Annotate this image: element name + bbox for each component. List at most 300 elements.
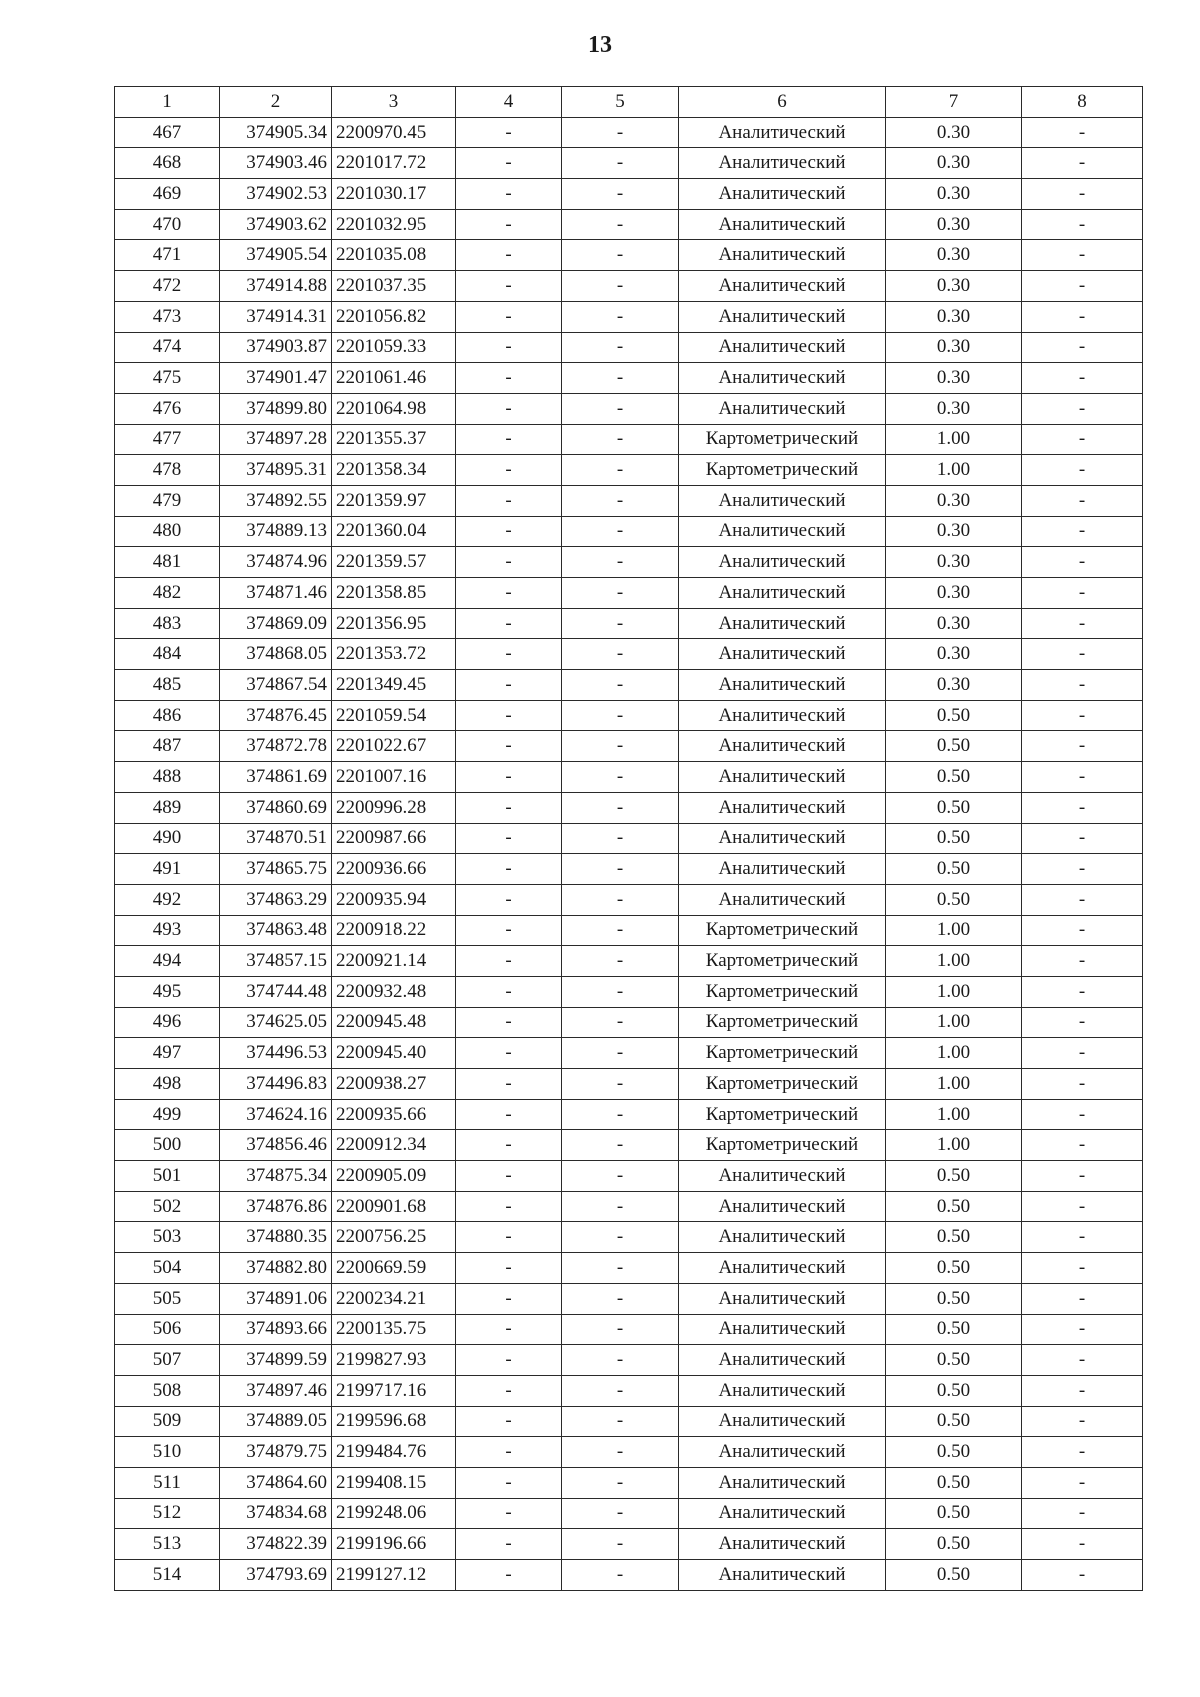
- column-5-cell: -: [562, 792, 679, 823]
- column-8-cell: -: [1022, 1560, 1143, 1591]
- point-number-cell: 491: [115, 854, 220, 885]
- method-cell: Аналитический: [679, 1345, 886, 1376]
- accuracy-cell: 0.30: [886, 240, 1022, 271]
- accuracy-cell: 1.00: [886, 1099, 1022, 1130]
- column-8-cell: -: [1022, 578, 1143, 609]
- column-8-cell: -: [1022, 1038, 1143, 1069]
- x-coordinate-cell: 374496.83: [220, 1069, 332, 1100]
- column-5-cell: -: [562, 1437, 679, 1468]
- x-coordinate-cell: 374902.53: [220, 179, 332, 210]
- accuracy-cell: 0.30: [886, 639, 1022, 670]
- point-number-cell: 471: [115, 240, 220, 271]
- column-5-cell: -: [562, 240, 679, 271]
- y-coordinate-cell: 2199196.66: [332, 1529, 456, 1560]
- x-coordinate-cell: 374496.53: [220, 1038, 332, 1069]
- point-number-cell: 501: [115, 1161, 220, 1192]
- table-row: [115, 332, 1143, 363]
- method-cell: Аналитический: [679, 179, 886, 210]
- table-row: [115, 1007, 1143, 1038]
- y-coordinate-cell: 2199248.06: [332, 1498, 456, 1529]
- column-8-cell: -: [1022, 240, 1143, 271]
- y-coordinate-cell: 2200234.21: [332, 1283, 456, 1314]
- x-coordinate-cell: 374889.13: [220, 516, 332, 547]
- column-4-cell: -: [456, 363, 562, 394]
- method-cell: Аналитический: [679, 209, 886, 240]
- y-coordinate-cell: 2201035.08: [332, 240, 456, 271]
- point-number-cell: 502: [115, 1191, 220, 1222]
- point-number-cell: 498: [115, 1069, 220, 1100]
- column-8-cell: -: [1022, 148, 1143, 179]
- x-coordinate-cell: 374899.59: [220, 1345, 332, 1376]
- y-coordinate-cell: 2201358.34: [332, 455, 456, 486]
- column-5-cell: -: [562, 179, 679, 210]
- column-4-cell: -: [456, 301, 562, 332]
- x-coordinate-cell: 374874.96: [220, 547, 332, 578]
- point-number-cell: 494: [115, 946, 220, 977]
- y-coordinate-cell: 2200936.66: [332, 854, 456, 885]
- table-row: [115, 547, 1143, 578]
- accuracy-cell: 1.00: [886, 1038, 1022, 1069]
- y-coordinate-cell: 2200918.22: [332, 915, 456, 946]
- table-row: [115, 946, 1143, 977]
- column-5-cell: -: [562, 332, 679, 363]
- x-coordinate-cell: 374868.05: [220, 639, 332, 670]
- method-cell: Аналитический: [679, 148, 886, 179]
- x-coordinate-cell: 374793.69: [220, 1560, 332, 1591]
- column-8-cell: -: [1022, 1437, 1143, 1468]
- column-4-cell: -: [456, 1191, 562, 1222]
- y-coordinate-cell: 2200987.66: [332, 823, 456, 854]
- table-row: [115, 731, 1143, 762]
- accuracy-cell: 1.00: [886, 1007, 1022, 1038]
- column-4-cell: -: [456, 1529, 562, 1560]
- column-4-cell: -: [456, 792, 562, 823]
- point-number-cell: 509: [115, 1406, 220, 1437]
- column-5-cell: -: [562, 301, 679, 332]
- x-coordinate-cell: 374914.31: [220, 301, 332, 332]
- point-number-cell: 480: [115, 516, 220, 547]
- point-number-cell: 474: [115, 332, 220, 363]
- method-cell: Аналитический: [679, 731, 886, 762]
- column-8-cell: -: [1022, 976, 1143, 1007]
- accuracy-cell: 0.50: [886, 1437, 1022, 1468]
- x-coordinate-cell: 374897.46: [220, 1375, 332, 1406]
- y-coordinate-cell: 2201356.95: [332, 608, 456, 639]
- column-8-cell: -: [1022, 762, 1143, 793]
- column-5-cell: -: [562, 1038, 679, 1069]
- accuracy-cell: 0.30: [886, 271, 1022, 302]
- x-coordinate-cell: 374625.05: [220, 1007, 332, 1038]
- point-number-cell: 493: [115, 915, 220, 946]
- table-row: [115, 1560, 1143, 1591]
- column-8-cell: -: [1022, 823, 1143, 854]
- y-coordinate-cell: 2200970.45: [332, 117, 456, 148]
- x-coordinate-cell: 374822.39: [220, 1529, 332, 1560]
- accuracy-cell: 0.50: [886, 1283, 1022, 1314]
- y-coordinate-cell: 2199484.76: [332, 1437, 456, 1468]
- x-coordinate-cell: 374899.80: [220, 393, 332, 424]
- accuracy-cell: 0.30: [886, 179, 1022, 210]
- column-8-cell: -: [1022, 516, 1143, 547]
- column-8-cell: -: [1022, 547, 1143, 578]
- page-number: 13: [588, 32, 612, 58]
- point-number-cell: 504: [115, 1253, 220, 1284]
- column-8-cell: -: [1022, 179, 1143, 210]
- column-4-cell: -: [456, 1007, 562, 1038]
- column-5-cell: -: [562, 608, 679, 639]
- method-cell: Аналитический: [679, 670, 886, 701]
- x-coordinate-cell: 374905.54: [220, 240, 332, 271]
- column-4-cell: -: [456, 332, 562, 363]
- y-coordinate-cell: 2199827.93: [332, 1345, 456, 1376]
- x-coordinate-cell: 374872.78: [220, 731, 332, 762]
- column-4-cell: -: [456, 1038, 562, 1069]
- point-number-cell: 514: [115, 1560, 220, 1591]
- accuracy-cell: 0.30: [886, 301, 1022, 332]
- method-cell: Аналитический: [679, 823, 886, 854]
- column-4-cell: -: [456, 1283, 562, 1314]
- y-coordinate-cell: 2201059.54: [332, 700, 456, 731]
- x-coordinate-cell: 374875.34: [220, 1161, 332, 1192]
- x-coordinate-cell: 374869.09: [220, 608, 332, 639]
- point-number-cell: 469: [115, 179, 220, 210]
- x-coordinate-cell: 374880.35: [220, 1222, 332, 1253]
- column-header: 1: [115, 87, 220, 118]
- column-4-cell: -: [456, 762, 562, 793]
- point-number-cell: 511: [115, 1467, 220, 1498]
- x-coordinate-cell: 374895.31: [220, 455, 332, 486]
- table-row: [115, 1191, 1143, 1222]
- column-4-cell: -: [456, 424, 562, 455]
- y-coordinate-cell: 2201059.33: [332, 332, 456, 363]
- column-5-cell: -: [562, 1314, 679, 1345]
- accuracy-cell: 0.50: [886, 1375, 1022, 1406]
- column-4-cell: -: [456, 670, 562, 701]
- column-4-cell: -: [456, 1375, 562, 1406]
- column-5-cell: -: [562, 762, 679, 793]
- table-row: [115, 1069, 1143, 1100]
- column-8-cell: -: [1022, 670, 1143, 701]
- point-number-cell: 475: [115, 363, 220, 394]
- column-8-cell: -: [1022, 731, 1143, 762]
- column-4-cell: -: [456, 117, 562, 148]
- point-number-cell: 477: [115, 424, 220, 455]
- table-row: [115, 1529, 1143, 1560]
- point-number-cell: 489: [115, 792, 220, 823]
- point-number-cell: 510: [115, 1437, 220, 1468]
- column-8-cell: -: [1022, 1191, 1143, 1222]
- column-5-cell: -: [562, 670, 679, 701]
- x-coordinate-cell: 374897.28: [220, 424, 332, 455]
- table-row: [115, 1253, 1143, 1284]
- y-coordinate-cell: 2201064.98: [332, 393, 456, 424]
- table-row: [115, 1222, 1143, 1253]
- column-8-cell: -: [1022, 608, 1143, 639]
- column-5-cell: -: [562, 516, 679, 547]
- column-header: 6: [679, 87, 886, 118]
- column-4-cell: -: [456, 700, 562, 731]
- x-coordinate-cell: 374903.87: [220, 332, 332, 363]
- table-row: [115, 209, 1143, 240]
- column-4-cell: -: [456, 516, 562, 547]
- accuracy-cell: 0.50: [886, 1406, 1022, 1437]
- method-cell: Аналитический: [679, 884, 886, 915]
- column-5-cell: -: [562, 455, 679, 486]
- method-cell: Аналитический: [679, 271, 886, 302]
- y-coordinate-cell: 2201360.04: [332, 516, 456, 547]
- accuracy-cell: 0.50: [886, 1161, 1022, 1192]
- method-cell: Аналитический: [679, 393, 886, 424]
- column-5-cell: -: [562, 485, 679, 516]
- y-coordinate-cell: 2200935.94: [332, 884, 456, 915]
- column-header: 5: [562, 87, 679, 118]
- method-cell: Аналитический: [679, 1161, 886, 1192]
- column-8-cell: -: [1022, 946, 1143, 977]
- table-row: [115, 915, 1143, 946]
- point-number-cell: 487: [115, 731, 220, 762]
- column-4-cell: -: [456, 823, 562, 854]
- accuracy-cell: 1.00: [886, 455, 1022, 486]
- y-coordinate-cell: 2200905.09: [332, 1161, 456, 1192]
- column-4-cell: -: [456, 578, 562, 609]
- table-row: [115, 792, 1143, 823]
- method-cell: Аналитический: [679, 762, 886, 793]
- point-number-cell: 467: [115, 117, 220, 148]
- accuracy-cell: 0.30: [886, 516, 1022, 547]
- y-coordinate-cell: 2200669.59: [332, 1253, 456, 1284]
- table-row: [115, 1498, 1143, 1529]
- column-4-cell: -: [456, 1253, 562, 1284]
- column-8-cell: -: [1022, 209, 1143, 240]
- x-coordinate-cell: 374867.54: [220, 670, 332, 701]
- table-row: [115, 700, 1143, 731]
- column-5-cell: -: [562, 915, 679, 946]
- x-coordinate-cell: 374891.06: [220, 1283, 332, 1314]
- column-4-cell: -: [456, 271, 562, 302]
- method-cell: Аналитический: [679, 547, 886, 578]
- column-5-cell: -: [562, 700, 679, 731]
- column-5-cell: -: [562, 209, 679, 240]
- y-coordinate-cell: 2200945.48: [332, 1007, 456, 1038]
- table-row: [115, 516, 1143, 547]
- table-row: [115, 639, 1143, 670]
- method-cell: Аналитический: [679, 1222, 886, 1253]
- column-5-cell: -: [562, 393, 679, 424]
- column-8-cell: -: [1022, 363, 1143, 394]
- point-number-cell: 490: [115, 823, 220, 854]
- column-4-cell: -: [456, 1222, 562, 1253]
- method-cell: Аналитический: [679, 1283, 886, 1314]
- column-4-cell: -: [456, 485, 562, 516]
- method-cell: Аналитический: [679, 1375, 886, 1406]
- column-5-cell: -: [562, 271, 679, 302]
- column-8-cell: -: [1022, 1498, 1143, 1529]
- point-number-cell: 503: [115, 1222, 220, 1253]
- method-cell: Картометрический: [679, 1038, 886, 1069]
- point-number-cell: 497: [115, 1038, 220, 1069]
- column-4-cell: -: [456, 240, 562, 271]
- method-cell: Аналитический: [679, 792, 886, 823]
- point-number-cell: 483: [115, 608, 220, 639]
- method-cell: Аналитический: [679, 639, 886, 670]
- table-row: [115, 117, 1143, 148]
- column-8-cell: -: [1022, 1253, 1143, 1284]
- table-row: [115, 393, 1143, 424]
- x-coordinate-cell: 374892.55: [220, 485, 332, 516]
- y-coordinate-cell: 2201032.95: [332, 209, 456, 240]
- column-header: 2: [220, 87, 332, 118]
- column-header: 3: [332, 87, 456, 118]
- accuracy-cell: 1.00: [886, 946, 1022, 977]
- column-5-cell: -: [562, 1345, 679, 1376]
- x-coordinate-cell: 374863.29: [220, 884, 332, 915]
- column-5-cell: -: [562, 578, 679, 609]
- point-number-cell: 488: [115, 762, 220, 793]
- method-cell: Картометрический: [679, 455, 886, 486]
- x-coordinate-cell: 374870.51: [220, 823, 332, 854]
- method-cell: Аналитический: [679, 332, 886, 363]
- y-coordinate-cell: 2199717.16: [332, 1375, 456, 1406]
- column-5-cell: -: [562, 1406, 679, 1437]
- y-coordinate-cell: 2200996.28: [332, 792, 456, 823]
- point-number-cell: 484: [115, 639, 220, 670]
- accuracy-cell: 0.50: [886, 854, 1022, 885]
- column-5-cell: -: [562, 363, 679, 394]
- x-coordinate-cell: 374889.05: [220, 1406, 332, 1437]
- y-coordinate-cell: 2201358.85: [332, 578, 456, 609]
- column-5-cell: -: [562, 117, 679, 148]
- y-coordinate-cell: 2199596.68: [332, 1406, 456, 1437]
- column-5-cell: -: [562, 148, 679, 179]
- column-8-cell: -: [1022, 639, 1143, 670]
- column-8-cell: -: [1022, 792, 1143, 823]
- accuracy-cell: 1.00: [886, 976, 1022, 1007]
- x-coordinate-cell: 374914.88: [220, 271, 332, 302]
- accuracy-cell: 0.50: [886, 1467, 1022, 1498]
- method-cell: Аналитический: [679, 854, 886, 885]
- column-5-cell: -: [562, 1007, 679, 1038]
- accuracy-cell: 0.50: [886, 1222, 1022, 1253]
- accuracy-cell: 0.50: [886, 792, 1022, 823]
- column-8-cell: -: [1022, 1161, 1143, 1192]
- column-8-cell: -: [1022, 424, 1143, 455]
- column-4-cell: -: [456, 1498, 562, 1529]
- column-5-cell: -: [562, 823, 679, 854]
- table-row: [115, 1038, 1143, 1069]
- method-cell: Аналитический: [679, 1191, 886, 1222]
- x-coordinate-cell: 374905.34: [220, 117, 332, 148]
- y-coordinate-cell: 2201359.57: [332, 547, 456, 578]
- accuracy-cell: 0.50: [886, 1314, 1022, 1345]
- x-coordinate-cell: 374744.48: [220, 976, 332, 1007]
- method-cell: Картометрический: [679, 424, 886, 455]
- table-row: [115, 424, 1143, 455]
- method-cell: Картометрический: [679, 915, 886, 946]
- column-5-cell: -: [562, 1467, 679, 1498]
- table-row: [115, 1406, 1143, 1437]
- table-row: [115, 148, 1143, 179]
- y-coordinate-cell: 2201007.16: [332, 762, 456, 793]
- point-number-cell: 495: [115, 976, 220, 1007]
- y-coordinate-cell: 2200901.68: [332, 1191, 456, 1222]
- table-row: [115, 1345, 1143, 1376]
- column-8-cell: -: [1022, 1130, 1143, 1161]
- accuracy-cell: 1.00: [886, 1069, 1022, 1100]
- column-5-cell: -: [562, 1283, 679, 1314]
- point-number-cell: 482: [115, 578, 220, 609]
- y-coordinate-cell: 2201022.67: [332, 731, 456, 762]
- table-row: [115, 179, 1143, 210]
- column-5-cell: -: [562, 639, 679, 670]
- method-cell: Аналитический: [679, 700, 886, 731]
- method-cell: Аналитический: [679, 1406, 886, 1437]
- accuracy-cell: 0.50: [886, 884, 1022, 915]
- table-row: [115, 1130, 1143, 1161]
- point-number-cell: 472: [115, 271, 220, 302]
- column-4-cell: -: [456, 393, 562, 424]
- column-4-cell: -: [456, 915, 562, 946]
- y-coordinate-cell: 2201359.97: [332, 485, 456, 516]
- y-coordinate-cell: 2201061.46: [332, 363, 456, 394]
- table-row: [115, 1467, 1143, 1498]
- coordinates-table: [114, 86, 1143, 1591]
- column-5-cell: -: [562, 547, 679, 578]
- table-row: [115, 854, 1143, 885]
- y-coordinate-cell: 2200938.27: [332, 1069, 456, 1100]
- table-row: [115, 271, 1143, 302]
- column-4-cell: -: [456, 1161, 562, 1192]
- method-cell: Аналитический: [679, 516, 886, 547]
- method-cell: Аналитический: [679, 1253, 886, 1284]
- column-8-cell: -: [1022, 455, 1143, 486]
- column-8-cell: -: [1022, 1529, 1143, 1560]
- point-number-cell: 513: [115, 1529, 220, 1560]
- table-row: [115, 1314, 1143, 1345]
- x-coordinate-cell: 374876.45: [220, 700, 332, 731]
- table-row: [115, 301, 1143, 332]
- x-coordinate-cell: 374879.75: [220, 1437, 332, 1468]
- column-header: 4: [456, 87, 562, 118]
- accuracy-cell: 0.50: [886, 731, 1022, 762]
- y-coordinate-cell: 2201017.72: [332, 148, 456, 179]
- table-row: [115, 608, 1143, 639]
- column-8-cell: -: [1022, 854, 1143, 885]
- column-4-cell: -: [456, 547, 562, 578]
- accuracy-cell: 0.30: [886, 117, 1022, 148]
- method-cell: Аналитический: [679, 485, 886, 516]
- accuracy-cell: 0.30: [886, 148, 1022, 179]
- column-5-cell: -: [562, 976, 679, 1007]
- point-number-cell: 486: [115, 700, 220, 731]
- accuracy-cell: 0.50: [886, 700, 1022, 731]
- accuracy-cell: 0.30: [886, 578, 1022, 609]
- table-row: [115, 762, 1143, 793]
- column-4-cell: -: [456, 148, 562, 179]
- table-header-row: [115, 87, 1143, 118]
- column-8-cell: -: [1022, 1069, 1143, 1100]
- column-8-cell: -: [1022, 117, 1143, 148]
- point-number-cell: 506: [115, 1314, 220, 1345]
- y-coordinate-cell: 2199408.15: [332, 1467, 456, 1498]
- column-4-cell: -: [456, 976, 562, 1007]
- accuracy-cell: 0.50: [886, 1498, 1022, 1529]
- column-4-cell: -: [456, 1099, 562, 1130]
- y-coordinate-cell: 2200921.14: [332, 946, 456, 977]
- point-number-cell: 508: [115, 1375, 220, 1406]
- point-number-cell: 505: [115, 1283, 220, 1314]
- table-row: [115, 578, 1143, 609]
- method-cell: Аналитический: [679, 240, 886, 271]
